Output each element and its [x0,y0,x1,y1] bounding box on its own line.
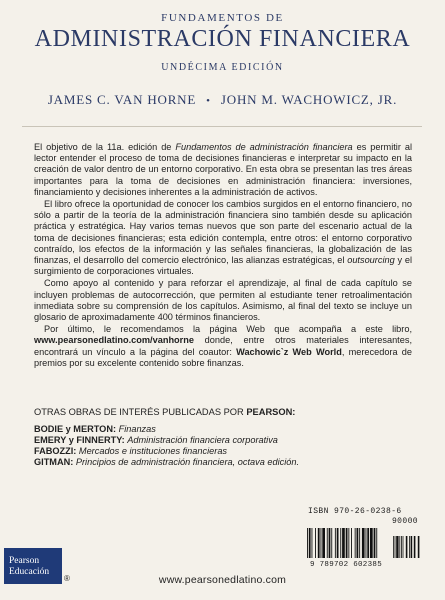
list-item-authors: BODIE y MERTON: [34,424,117,434]
p2-text-a: El libro ofrece la oportunidad de conocer los cambios surgidos en el entorno financiero, no sólo a partir de la teoría de la administración financiera sino también desde su aplicación práctica y estratégica. Hay varios temas nuevos que son parte del escenario actual de la toma de decisiones financieras; esta edición contempla, entre otros: el entorno corporativo contraído, los efectos de la información y las señales financieras, la globalización de las finanzas, el desarrollo del comercio electrónico, las alianzas estratégicas, el [34,199,412,266]
other-works-title-publisher: PEARSON: [246,407,296,417]
paragraph-3: Como apoyo al contenido y para reforzar el aprendizaje, al final de cada capítulo se incluyen problemas de autocorrección, que permiten al estudiante tener retroalimentación inmediata sobre su comprensión de los capítulos. Asimismo, al final del texto se incluye un glosario de aproximadamente 400 términos financieros. [34,278,412,323]
other-works-list [34,424,414,468]
author-1: JAMES C. VAN HORNE [47,92,197,107]
authors [0,92,445,108]
p4-text-a: Por último, le recomendamos la página Web que acompaña a este libro, [44,324,412,335]
other-works-title-a: OTRAS OBRAS DE INTERÉS PUBLICADAS POR [34,407,247,417]
list-item [34,424,414,435]
list-item-book: Administración financiera corporativa [127,435,278,445]
barcode-addon-number: 90000 [391,517,418,526]
p4-text-c: , merecedora de premios por su excelente contenido sobre finanzas. [34,346,413,368]
list-item-book: Mercados e instituciones financieras [78,446,228,456]
footer-url: www.pearsonedlatino.com [158,574,287,586]
p1-text-b: es permitir al lector entender el proceso de toma de decisiones financieras e interpretar su impacto en la creación de valor dentro de un entorno corporativo. En esta obra se presentan las tres áreas importantes para la toma de decisiones en administración financiera: inversiones, financiamiento y decisiones inherentes a la administración de activos. [34,142,412,197]
p1-book-title: Fundamentos de administración financiera [175,142,353,152]
p2-outsourcing: outsourcing [347,255,395,266]
p4-web-url: www.pearsonedlatino.com/vanhorne [34,335,194,346]
paragraph-4 [34,324,412,369]
p4-text-b: donde, entre otros materiales interesantes, encontrará un vínculo a la página del coautor: [34,335,412,357]
registered-mark: ® [64,574,70,583]
list-item-authors: EMERY y FINNERTY: [34,435,125,445]
list-item [34,446,414,457]
description [34,142,412,370]
barcode-graphic [305,516,420,560]
list-item [34,435,414,446]
barcode-number: 9 789702 602385 [310,561,383,569]
list-item-book: Finanzas [118,424,156,434]
p2-text-b: y el surgimiento de corporaciones virtuales. [34,255,412,277]
book-title: ADMINISTRACIÓN FINANCIERA [34,26,411,52]
logo-line-1: Pearson [9,556,40,566]
isbn-label [308,507,420,526]
p1-text-a: El objetivo de la 11a. edición de [34,142,176,152]
author-separator: • [206,95,211,107]
paragraph-2 [34,199,412,277]
list-item-authors: GITMAN: [34,457,74,467]
logo-line-2: Educación [9,566,50,577]
p4-coauthor-site: Wachowic`z Web World [236,346,342,357]
paragraph-1 [34,142,412,198]
list-item-authors: FABOZZI: [34,446,77,456]
other-works-title [34,407,295,417]
header-divider [22,126,422,127]
author-2: JOHN M. WACHOWICZ, JR. [220,92,398,107]
list-item [34,457,414,468]
edition-label: UNDÉCIMA EDICIÓN [161,62,284,73]
list-item-book: Principios de administración financiera, octava edición. [75,457,300,467]
isbn-text: ISBN 970-26-0238-6 [308,507,402,516]
series-label: FUNDAMENTOS DE [161,12,284,24]
